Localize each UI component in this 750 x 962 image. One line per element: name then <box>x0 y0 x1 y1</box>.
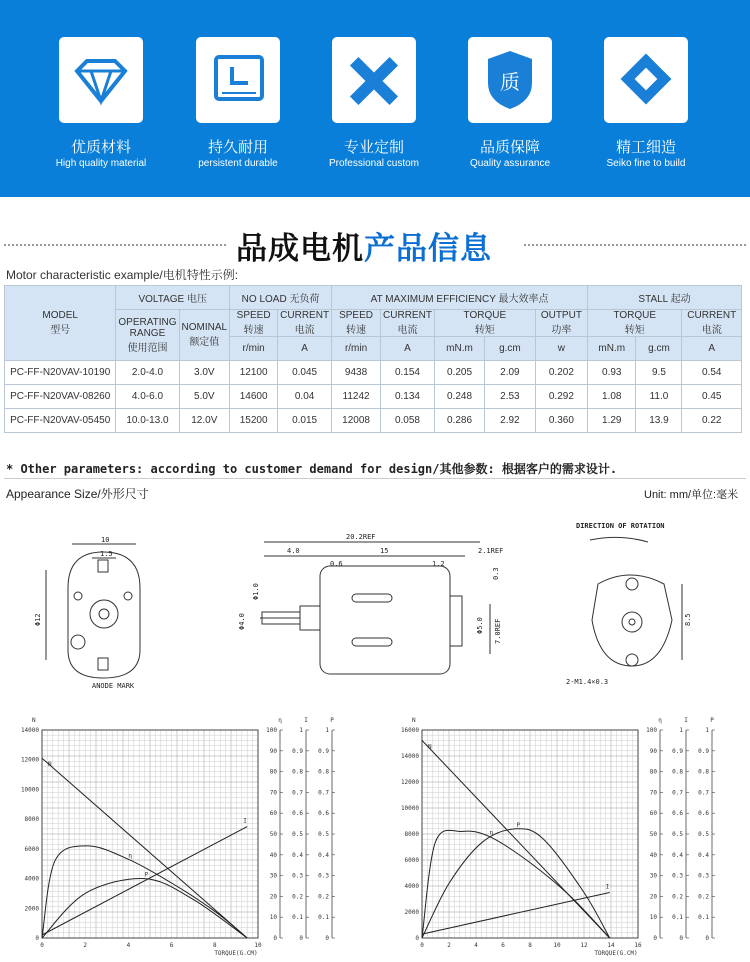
table-cell: 0.154 <box>381 361 435 385</box>
x-tick-label: 4 <box>474 942 478 949</box>
th-maxeff: AT MAXIMUM EFFICIENCY 最大效率点 <box>332 286 588 310</box>
heading-blue: 产品信息 <box>364 231 492 267</box>
feature-title: 持久耐用 <box>207 139 268 156</box>
feature-subtitle: Seiko fine to build <box>606 158 686 169</box>
feature-card-seiko <box>604 37 688 123</box>
right-tick-label: 0.6 <box>292 810 303 818</box>
side-view <box>260 542 490 674</box>
x-tick-label: 4 <box>126 942 131 949</box>
table-cell: 13.9 <box>636 409 682 433</box>
table-cell: 0.248 <box>434 385 484 409</box>
y-tick-label: 4000 <box>24 875 39 883</box>
y-tick-label: 14000 <box>20 727 39 734</box>
right-tick-label: 0.1 <box>698 914 709 922</box>
performance-chart-1 <box>0 710 370 962</box>
table-cell: 2.92 <box>485 409 536 433</box>
x-tick-label: 12 <box>580 942 588 949</box>
cell-model: PC-FF-N20VAV-08260 <box>5 385 116 409</box>
right-tick-label: 0 <box>299 935 303 942</box>
x-axis-label: TORQUE(G.CM) <box>214 950 258 957</box>
right-tick-label: 0.8 <box>318 768 329 776</box>
right-tick-label: 60 <box>269 810 277 818</box>
table-cell: 0.015 <box>278 409 332 433</box>
th-unit: A <box>381 337 435 361</box>
right-tick-label: 0.3 <box>318 872 329 880</box>
dim-d12: Φ12 <box>34 613 42 626</box>
right-tick-label: 90 <box>269 747 277 755</box>
right-tick-label: 1 <box>705 727 709 734</box>
feature-banner <box>0 0 750 197</box>
th-current: CURRENT 电流 <box>381 310 435 337</box>
th-unit: w <box>535 337 587 361</box>
right-axis-label: η <box>278 717 282 724</box>
dim-h85: 8.5 <box>684 613 692 626</box>
table-cell: 0.134 <box>381 385 435 409</box>
table-cell: 2.53 <box>485 385 536 409</box>
y-tick-label: 10000 <box>20 786 39 794</box>
dim-l40: 4.0 <box>287 547 300 555</box>
series-I-line <box>422 893 610 935</box>
right-tick-label: 100 <box>266 727 277 734</box>
x-tick-label: 8 <box>528 942 532 949</box>
table-cell: 1.29 <box>588 409 636 433</box>
svg-text:质: 质 <box>500 70 520 94</box>
feature-subtitle: Professional custom <box>328 158 420 169</box>
screw-label: 2-M1.4×0.3 <box>566 678 609 686</box>
right-tick-label: 70 <box>269 789 277 797</box>
th-torque: TORQUE 转矩 <box>434 310 535 337</box>
table-cell: 0.22 <box>682 409 742 433</box>
right-tick-label: 0.4 <box>698 851 709 859</box>
cell-model: PC-FF-N20VAV-05450 <box>5 409 116 433</box>
ruler-pencil-icon <box>332 37 416 123</box>
x-tick-label: 16 <box>634 942 642 949</box>
table-row <box>5 409 742 433</box>
series-η-line <box>422 830 610 938</box>
table-cell: 3.0V <box>179 361 230 385</box>
right-tick-label: 0 <box>325 935 329 942</box>
table-cell: 9.5 <box>636 361 682 385</box>
th-unit: r/min <box>332 337 381 361</box>
right-tick-label: 0.8 <box>698 768 709 776</box>
heading-divider-right <box>524 244 746 246</box>
dim-l15: 15 <box>380 547 389 555</box>
table-cell: 0.058 <box>381 409 435 433</box>
rear-view <box>590 537 682 666</box>
anode-mark: ANODE MARK <box>92 682 135 690</box>
y-tick-label: 8000 <box>404 831 419 838</box>
right-tick-label: 0.1 <box>672 914 683 922</box>
right-tick-label: 0.9 <box>672 747 683 755</box>
dim-l202: 20.2REF <box>346 533 376 541</box>
performance-chart-2 <box>380 710 750 962</box>
series-label: I <box>605 883 610 891</box>
table-cell: 10.0-13.0 <box>116 409 179 433</box>
shield-quality-icon <box>468 37 552 123</box>
y-tick-label: 16000 <box>400 727 419 734</box>
y-tick-label: 10000 <box>400 805 419 812</box>
x-tick-label: 14 <box>607 942 615 949</box>
series-label: P <box>144 871 149 879</box>
table-cell: 12.0V <box>179 409 230 433</box>
cell-model: PC-FF-N20VAV-10190 <box>5 361 116 385</box>
th-operating: OPERATING RANGE 使用范围 <box>116 310 179 361</box>
right-axis-label: I <box>684 717 688 724</box>
right-tick-label: 0.4 <box>318 851 329 859</box>
right-tick-label: 80 <box>649 768 657 776</box>
table-body <box>5 361 742 433</box>
right-tick-label: 0.2 <box>318 893 329 901</box>
table-cell: 9438 <box>332 361 381 385</box>
right-tick-label: 0.9 <box>318 747 329 755</box>
right-tick-label: 0.5 <box>318 831 329 838</box>
right-axis-label: η <box>658 717 662 724</box>
table-cell: 0.93 <box>588 361 636 385</box>
th-unit: A <box>682 337 742 361</box>
feature-subtitle: Quality assurance <box>469 158 551 169</box>
feature-title: 优质材料 <box>70 139 131 156</box>
x-tick-label: 0 <box>40 942 44 949</box>
th-voltage: VOLTAGE 电压 <box>116 286 230 310</box>
feature-subtitle: High quality material <box>55 158 147 169</box>
table-cell: 0.205 <box>434 361 484 385</box>
right-axis-label: I <box>304 717 308 724</box>
series-label: P <box>516 821 521 829</box>
right-tick-label: 50 <box>649 831 657 838</box>
th-unit: g.cm <box>636 337 682 361</box>
right-tick-label: 0 <box>705 935 709 942</box>
right-tick-label: 90 <box>649 747 657 755</box>
right-tick-label: 1 <box>299 727 303 734</box>
right-tick-label: 0.3 <box>698 872 709 880</box>
y-tick-label: 12000 <box>400 779 419 786</box>
y-tick-label: 0 <box>35 935 39 942</box>
chip-icon <box>604 37 688 123</box>
right-tick-label: 0.6 <box>318 810 329 818</box>
y-axis-label: N <box>412 717 416 724</box>
feature-title: 品质保障 <box>479 139 540 156</box>
right-tick-label: 30 <box>649 872 657 880</box>
section-heading <box>236 223 492 268</box>
front-view <box>46 544 140 678</box>
dim-l21: 2.1REF <box>478 547 504 555</box>
y-tick-label: 2000 <box>404 909 419 916</box>
right-tick-label: 0.4 <box>672 851 683 859</box>
dim-l12: 1.2 <box>432 560 445 568</box>
th-nominal: NOMINAL 额定值 <box>179 310 230 361</box>
other-parameters-note: * Other parameters: according to customer demand for design/其他参数: 根据客户的需求设计. <box>6 462 618 476</box>
dim-d10: Φ1.0 <box>252 583 260 600</box>
right-tick-label: 0.7 <box>292 789 303 797</box>
y-tick-label: 0 <box>415 935 419 942</box>
table-cell: 11242 <box>332 385 381 409</box>
technical-drawing <box>0 500 750 700</box>
dim-d50: Φ5.0 <box>476 617 484 634</box>
table-cell: 2.0-4.0 <box>116 361 179 385</box>
right-tick-label: 0.5 <box>672 831 683 838</box>
right-axis-label: P <box>710 717 714 724</box>
right-tick-label: 0.3 <box>292 872 303 880</box>
dim-w15: 1.5 <box>100 550 113 558</box>
series-label: η <box>489 829 494 837</box>
right-tick-label: 40 <box>649 851 657 859</box>
heading-divider-left <box>4 244 226 246</box>
right-tick-label: 0.2 <box>672 893 683 901</box>
y-axis-label: N <box>32 717 36 724</box>
x-tick-label: 6 <box>501 942 505 949</box>
table-cell: 0.04 <box>278 385 332 409</box>
right-tick-label: 60 <box>649 810 657 818</box>
th-stall: STALL 起动 <box>588 286 742 310</box>
right-tick-label: 1 <box>325 727 329 734</box>
th-noload: NO LOAD 无负荷 <box>230 286 332 310</box>
series-label: N <box>48 761 52 769</box>
y-tick-label: 14000 <box>400 753 419 760</box>
right-tick-label: 0.4 <box>292 851 303 859</box>
diamond-icon <box>59 37 143 123</box>
separator <box>4 478 746 479</box>
feature-card-durable <box>196 37 280 123</box>
right-tick-label: 40 <box>269 851 277 859</box>
right-tick-label: 10 <box>649 914 657 922</box>
th-model: MODEL 型号 <box>5 286 116 361</box>
th-output: OUTPUT 功率 <box>535 310 587 337</box>
y-tick-label: 2000 <box>24 905 39 913</box>
right-tick-label: 100 <box>646 727 657 734</box>
dim-w10: 10 <box>101 536 110 544</box>
th-unit: mN.m <box>434 337 484 361</box>
right-tick-label: 0.6 <box>698 810 709 818</box>
feature-title: 精工细造 <box>615 139 676 156</box>
table-cell: 15200 <box>230 409 278 433</box>
right-tick-label: 0 <box>653 935 657 942</box>
table-cell: 11.0 <box>636 385 682 409</box>
right-tick-label: 0.1 <box>318 914 329 922</box>
th-unit: A <box>278 337 332 361</box>
x-tick-label: 2 <box>83 942 88 949</box>
dim-d40: Φ4.0 <box>238 613 246 630</box>
table-cell: 14600 <box>230 385 278 409</box>
table-caption: Motor characteristic example/电机特性示例: <box>6 268 239 282</box>
th-unit: mN.m <box>588 337 636 361</box>
x-tick-label: 10 <box>553 942 561 949</box>
series-P-line <box>422 829 610 938</box>
table-cell: 0.045 <box>278 361 332 385</box>
clock-monitor-icon <box>196 37 280 123</box>
table-cell: 0.45 <box>682 385 742 409</box>
right-tick-label: 0.2 <box>292 893 303 901</box>
table-cell: 12100 <box>230 361 278 385</box>
dim-l70: 7.0REF <box>494 618 502 644</box>
feature-card-quality <box>468 37 552 123</box>
right-tick-label: 0.5 <box>292 831 303 838</box>
th-torque: TORQUE 转矩 <box>588 310 682 337</box>
right-tick-label: 0.5 <box>698 831 709 838</box>
right-tick-label: 80 <box>269 768 277 776</box>
right-tick-label: 0.3 <box>672 872 683 880</box>
table-row <box>5 361 742 385</box>
th-unit: g.cm <box>485 337 536 361</box>
table-cell: 12008 <box>332 409 381 433</box>
x-tick-label: 10 <box>254 942 262 949</box>
right-tick-label: 0.7 <box>672 789 683 797</box>
x-tick-label: 0 <box>420 942 424 949</box>
table-cell: 2.09 <box>485 361 536 385</box>
right-tick-label: 0.8 <box>672 768 683 776</box>
x-tick-label: 8 <box>212 942 217 949</box>
table-cell: 0.202 <box>535 361 587 385</box>
table-cell: 0.360 <box>535 409 587 433</box>
right-tick-label: 0.9 <box>292 747 303 755</box>
y-tick-label: 8000 <box>24 816 39 824</box>
table-cell: 5.0V <box>179 385 230 409</box>
series-label: I <box>243 817 247 825</box>
heading-black: 品成电机 <box>236 231 364 267</box>
right-tick-label: 0.6 <box>672 810 683 818</box>
y-tick-label: 4000 <box>404 883 419 890</box>
feature-title: 专业定制 <box>343 139 404 156</box>
table-cell: 1.08 <box>588 385 636 409</box>
right-tick-label: 1 <box>679 727 683 734</box>
y-tick-label: 6000 <box>24 845 39 853</box>
x-axis-label: TORQUE(G.CM) <box>594 950 638 957</box>
table-row <box>5 385 742 409</box>
right-tick-label: 0.7 <box>698 789 709 797</box>
right-tick-label: 0.2 <box>698 893 709 901</box>
right-tick-label: 20 <box>269 893 277 901</box>
th-speed: SPEED 转速 <box>230 310 278 337</box>
table-cell: 4.0-6.0 <box>116 385 179 409</box>
table-cell: 0.292 <box>535 385 587 409</box>
right-tick-label: 0.8 <box>292 768 303 776</box>
right-tick-label: 20 <box>649 893 657 901</box>
dim-l03: 0.3 <box>492 567 500 580</box>
spec-table <box>4 285 742 433</box>
series-label: η <box>128 852 133 860</box>
y-tick-label: 12000 <box>20 756 39 764</box>
right-tick-label: 10 <box>269 914 277 922</box>
feature-card-custom <box>332 37 416 123</box>
right-tick-label: 50 <box>269 831 277 838</box>
right-tick-label: 0 <box>273 935 277 942</box>
feature-card-material <box>59 37 143 123</box>
right-tick-label: 70 <box>649 789 657 797</box>
appearance-title: Appearance Size/外形尺寸 <box>6 487 149 501</box>
y-tick-label: 6000 <box>404 857 419 864</box>
x-tick-label: 6 <box>169 942 174 949</box>
th-current: CURRENT 电流 <box>682 310 742 337</box>
feature-subtitle: persistent durable <box>198 158 278 169</box>
right-tick-label: 0.7 <box>318 789 329 797</box>
th-speed: SPEED 转速 <box>332 310 381 337</box>
right-tick-label: 0.9 <box>698 747 709 755</box>
unit-label: Unit: mm/单位:毫米 <box>644 489 739 501</box>
series-label: N <box>428 743 432 751</box>
rotation-label: DIRECTION OF ROTATION <box>576 522 665 530</box>
right-axis-label: P <box>330 717 334 724</box>
dim-l06: 0.6 <box>330 560 343 568</box>
right-tick-label: 0.1 <box>292 914 303 922</box>
th-current: CURRENT 电流 <box>278 310 332 337</box>
table-cell: 0.286 <box>434 409 484 433</box>
right-tick-label: 30 <box>269 872 277 880</box>
table-cell: 0.54 <box>682 361 742 385</box>
x-tick-label: 2 <box>447 942 451 949</box>
th-unit: r/min <box>230 337 278 361</box>
right-tick-label: 0 <box>679 935 683 942</box>
